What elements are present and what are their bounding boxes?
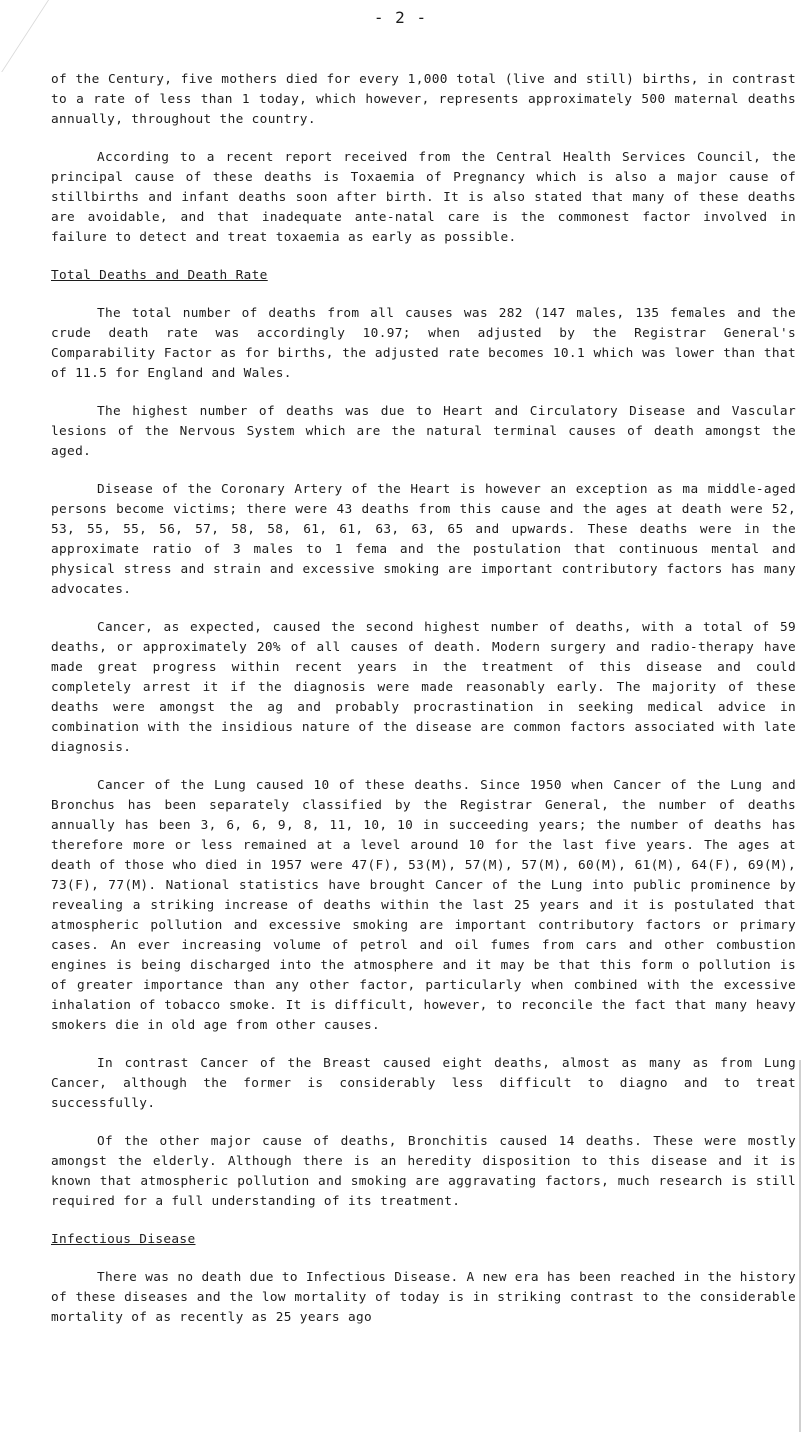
section-heading-total-deaths: Total Deaths and Death Rate [51,268,268,283]
document-body [51,70,796,1346]
paragraph: Disease of the Coronary Artery of the Heart is however an exception as ma middle-aged persons become victims; there were 43 deaths from this cause and the ages at death were 52, 53, 55, 55, 56, 57, 58, 58, 61, 61, 63, 63, 65 and upwards. These deaths were in the approximate ratio of 3 males to 1 fema and the postulation that continuous mental and physical stress and strain and excessive smoking are important contributory factors has many advocates. [51,482,796,597]
paragraph: There was no death due to Infectious Disease. A new era has been reached in the history of these diseases and the low mortality of today is in striking contrast to the considerable mortality of as recently as 25 years ago [51,1270,796,1325]
paragraph: The total number of deaths from all causes was 282 (147 males, 135 females and the crude death rate was accordingly 10.97; when adjusted by the Registrar General's Comparability Factor as for births, the adjusted rate becomes 10.1 which was lower than that of 11.5 for England and Wales. [51,306,796,381]
paragraph: According to a recent report received from the Central Health Services Council, the principal cause of these deaths is Toxaemia of Pregnancy which is also a major cause of stillbirths and infant deaths soon after birth. It is also stated that many of these deaths are avoidable, and that inadequate ante-natal care is the commonest factor involved in failure to detect and treat toxaemia as early as possible. [51,150,796,245]
paragraph: of the Century, five mothers died for every 1,000 total (live and still) births, in contrast to a rate of less than 1 today, which however, represents approximately 500 maternal deaths annually, throughout the country. [51,72,796,127]
paragraph: In contrast Cancer of the Breast caused eight deaths, almost as many as from Lung Cancer, although the former is considerably less difficult to diagno and to treat successfully. [51,1056,796,1111]
paragraph: Of the other major cause of deaths, Bronchitis caused 14 deaths. These were mostly amongst the elderly. Although there is an heredity disposition to this disease and it is known that atmospheric pollution and smoking are aggravating factors, much research is still required for a full understanding of its treatment. [51,1134,796,1209]
paragraph: Cancer, as expected, caused the second highest number of deaths, with a total of 59 deaths, or approximately 20% of all causes of death. Modern surgery and radio-therapy have made great progress within recent years in the treatment of this disease and could completely arrest it if the diagnosis were made reasonably early. The majority of these deaths were amongst the ag and probably procrastination in seeking medical advice in combination with the insidious nature of the disease are common factors associated with late diagnosis. [51,620,796,755]
paragraph: Cancer of the Lung caused 10 of these deaths. Since 1950 when Cancer of the Lung and Bronchus has been separately classified by the Registrar General, the number of deaths annually has been 3, 6, 6, 9, 8, 11, 10, 10 in succeeding years; the number of deaths has therefore more or less remained at a level around 10 for the last five years. The ages at death of those who died in 1957 were 47(F), 53(M), 57(M), 57(M), 60(M), 61(M), 64(F), 69(M), 73(F), 77(M). National statistics have brought Cancer of the Lung into public prominence by revealing a striking increase of deaths within the last 25 years and it is postulated that atmospheric pollution and excessive smoking are important contributory factors or primary cases. An ever increasing volume of petrol and oil fumes from cars and other combustion engines is being discharged into the atmosphere and it may be that this form o pollution is of greater importance than any other factor, particularly when combined with the excessive inhalation of tobacco smoke. It is difficult, however, to reconcile the fact that many heavy smokers die in old age from other causes. [51,778,796,1033]
page-number: - 2 - [373,8,428,27]
paragraph: The highest number of deaths was due to Heart and Circulatory Disease and Vascular lesions of the Nervous System which are the natural terminal causes of death amongst the aged. [51,404,796,459]
section-heading-infectious-disease: Infectious Disease [51,1232,196,1247]
